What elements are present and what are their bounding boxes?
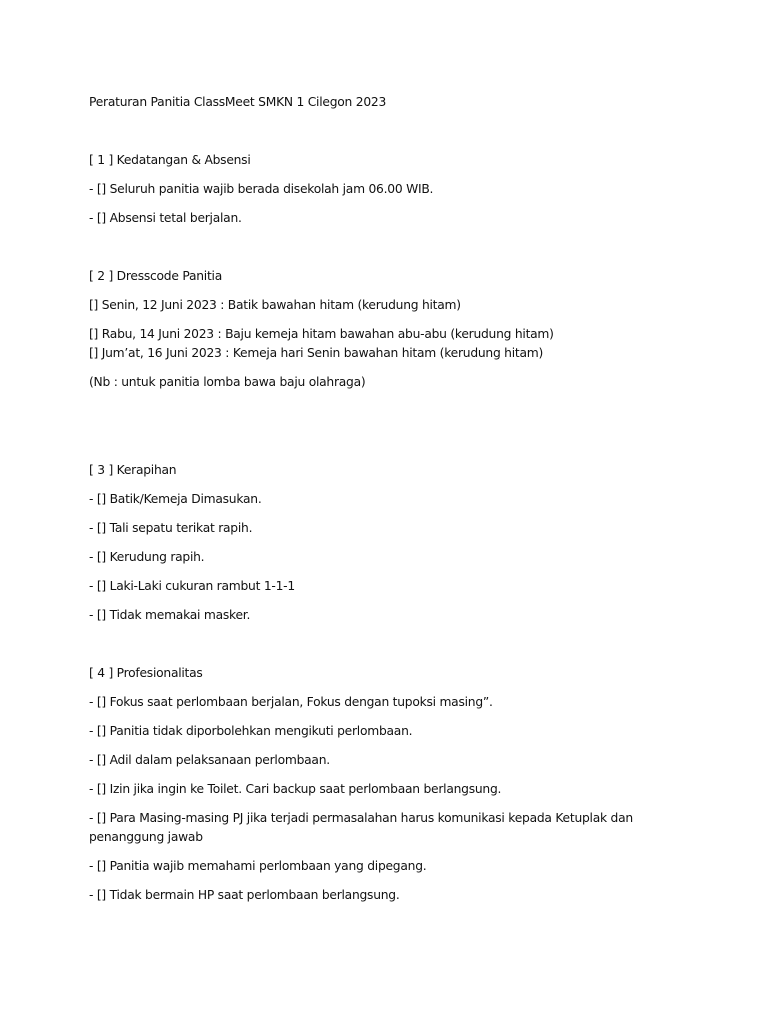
section-note: (Nb : untuk panitia lomba bawa baju olahraga) — [89, 375, 366, 389]
list-item: - [] Tidak bermain HP saat perlombaan berlangsung. — [89, 888, 400, 902]
list-item: - [] Panitia tidak diporbolehkan mengikuti perlombaan. — [89, 724, 413, 738]
section-heading: [ 1 ] Kedatangan & Absensi — [89, 153, 251, 167]
list-item: [] Jum’at, 16 Juni 2023 : Kemeja hari Senin bawahan hitam (kerudung hitam) — [89, 346, 544, 360]
list-item: - [] Batik/Kemeja Dimasukan. — [89, 492, 262, 506]
list-item: - [] Seluruh panitia wajib berada disekolah jam 06.00 WIB. — [89, 182, 434, 196]
section-heading: [ 2 ] Dresscode Panitia — [89, 269, 222, 283]
list-item: - [] Panitia wajib memahami perlombaan yang dipegang. — [89, 859, 427, 873]
list-item: - [] Kerudung rapih. — [89, 550, 205, 564]
list-item: - [] Fokus saat perlombaan berjalan, Fokus dengan tupoksi masing”. — [89, 695, 493, 709]
list-item: - [] Adil dalam pelaksanaan perlombaan. — [89, 753, 330, 767]
section-heading: [ 3 ] Kerapihan — [89, 463, 177, 477]
list-item: - [] Para Masing-masing PJ jika terjadi permasalahan harus komunikasi kepada Ketuplak dan penanggung jawab — [89, 811, 633, 844]
list-item: [] Senin, 12 Juni 2023 : Batik bawahan hitam (kerudung hitam) — [89, 298, 461, 312]
list-item: - [] Tali sepatu terikat rapih. — [89, 521, 253, 535]
document-title: Peraturan Panitia ClassMeet SMKN 1 Cilegon 2023 — [89, 95, 387, 109]
list-item: [] Rabu, 14 Juni 2023 : Baju kemeja hitam bawahan abu-abu (kerudung hitam) — [89, 327, 554, 341]
list-item: - [] Absensi tetal berjalan. — [89, 211, 242, 225]
list-item: - [] Laki-Laki cukuran rambut 1-1-1 — [89, 579, 295, 593]
list-item: - [] Izin jika ingin ke Toilet. Cari backup saat perlombaan berlangsung. — [89, 782, 502, 796]
list-item: - [] Tidak memakai masker. — [89, 608, 251, 622]
section-heading: [ 4 ] Profesionalitas — [89, 666, 203, 680]
